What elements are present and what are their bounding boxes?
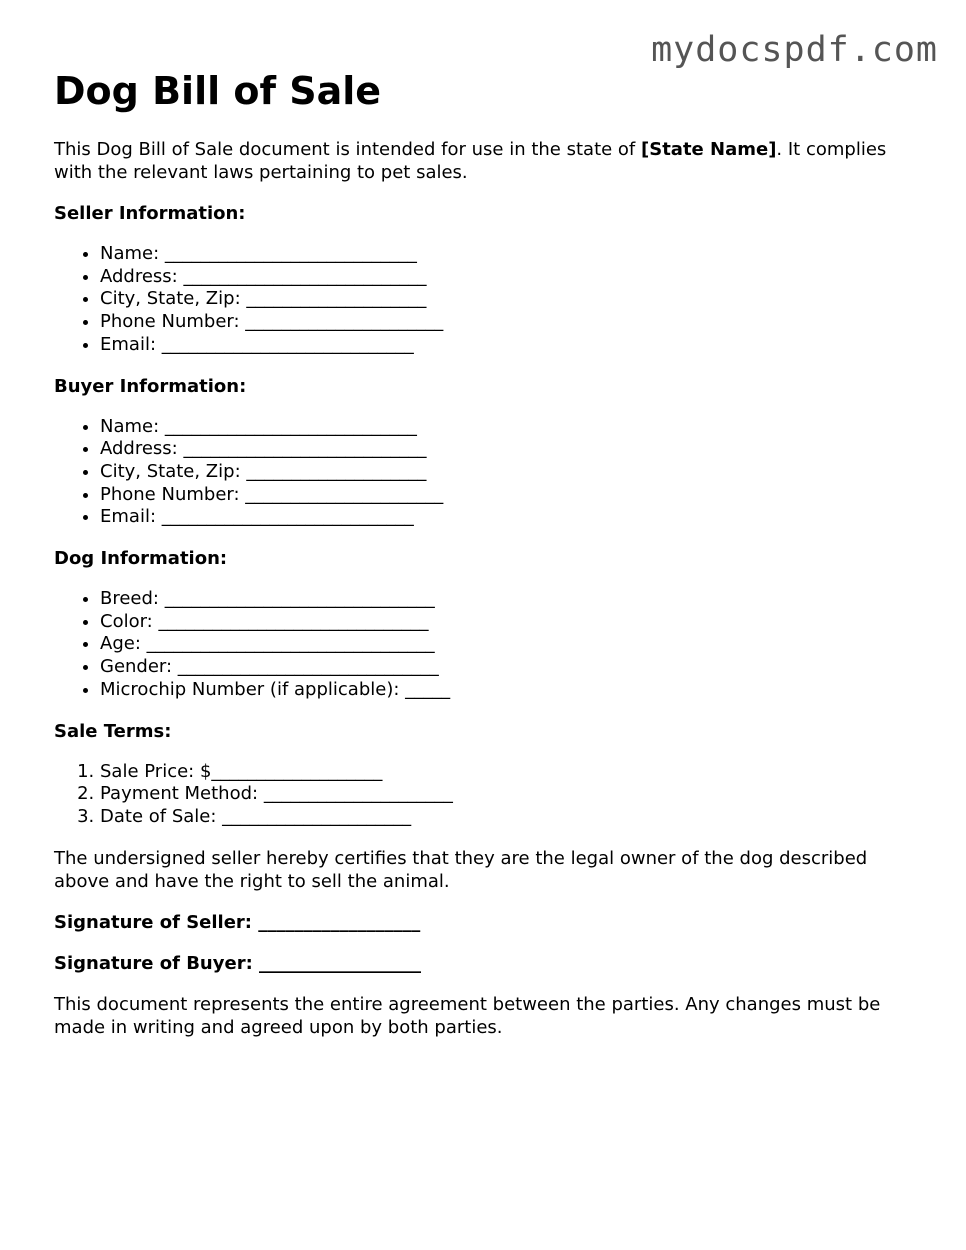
intro-text-before: This Dog Bill of Sale document is intended for use in the state of [54,139,641,160]
dog-gender-field[interactable]: • Gender: _____________________________ [100,656,924,679]
terms-list [54,761,924,829]
dog-list [54,588,924,702]
payment-method-field[interactable]: 2. Payment Method: _____________________ [100,783,924,806]
date-of-sale-field[interactable]: 3. Date of Sale: _____________________ [100,806,924,829]
seller-phone-field[interactable]: • Phone Number: ______________________ [100,311,924,334]
buyer-email-field[interactable]: • Email: ____________________________ [100,506,924,529]
buyer-address-field[interactable]: • Address: ___________________________ [100,438,924,461]
page-title: Dog Bill of Sale [54,69,382,113]
seller-email-field[interactable]: • Email: ____________________________ [100,334,924,357]
buyer-signature-line[interactable]: Signature of Buyer: __________________ [54,952,422,974]
intro-paragraph [54,138,924,184]
state-placeholder: [State Name] [641,139,777,160]
document-body [54,66,924,1057]
dog-heading: Dog Information: [54,548,228,570]
dog-color-field[interactable]: • Color: ______________________________ [100,611,924,634]
dog-age-field[interactable]: • Age: ________________________________ [100,633,924,656]
closing-paragraph: This document represents the entire agreement between the parties. Any changes must be made in writing and agreed upon by both parties. [54,993,881,1038]
intro-text-after: . It complies with the relevant laws pertaining to pet sales. [54,139,887,183]
buyer-name-field[interactable]: • Name: ____________________________ [100,416,924,439]
seller-city-state-zip-field[interactable]: • City, State, Zip: ____________________ [100,288,924,311]
buyer-list [54,416,924,530]
seller-address-field[interactable]: • Address: ___________________________ [100,266,924,289]
terms-heading: Sale Terms: [54,720,172,742]
dog-microchip-field[interactable]: • Microchip Number (if applicable): _____ [100,679,924,702]
seller-name-field[interactable]: • Name: ____________________________ [100,243,924,266]
buyer-heading: Buyer Information: [54,375,247,397]
sale-price-field[interactable]: 1. Sale Price: $___________________ [100,761,924,784]
seller-signature-line[interactable]: Signature of Seller: __________________ [54,911,421,933]
seller-list [54,243,924,357]
certification-paragraph: The undersigned seller hereby certifies that they are the legal owner of the dog described above and have the right to sell the animal. [54,847,868,892]
buyer-phone-field[interactable]: • Phone Number: ______________________ [100,484,924,507]
watermark: mydocspdf.com [651,30,938,70]
buyer-city-state-zip-field[interactable]: • City, State, Zip: ____________________ [100,461,924,484]
seller-heading: Seller Information: [54,203,246,224]
dog-breed-field[interactable]: • Breed: ______________________________ [100,588,924,611]
